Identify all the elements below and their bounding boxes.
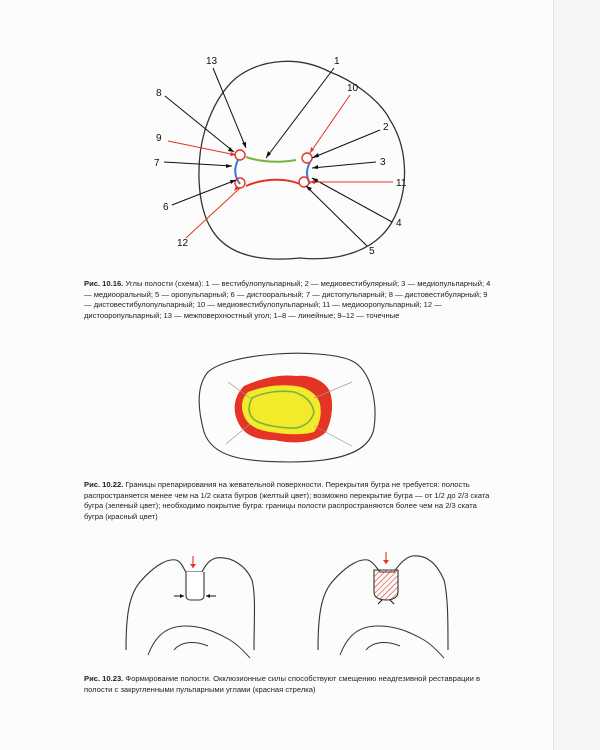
cavity-lingual-wall xyxy=(246,180,300,186)
leader-4 xyxy=(312,178,392,222)
cavity-buccal-wall xyxy=(246,157,296,162)
label-3: 3 xyxy=(380,157,386,168)
leader-13 xyxy=(213,68,246,148)
caption-number: Рис. 10.16. xyxy=(84,279,124,288)
label-1: 1 xyxy=(334,56,340,67)
caption-10-23 xyxy=(84,674,494,695)
label-9: 9 xyxy=(156,133,162,144)
leader-7 xyxy=(164,162,232,166)
pulp-left-inner xyxy=(174,643,208,650)
label-10: 10 xyxy=(347,83,359,94)
force-arrow-down-right xyxy=(390,600,394,604)
arrowhead-right xyxy=(206,594,210,598)
arrowhead-5 xyxy=(306,186,312,191)
leader-1 xyxy=(266,68,334,158)
label-7: 7 xyxy=(154,158,160,169)
pulp-right xyxy=(340,626,444,658)
arrowhead-2 xyxy=(312,153,319,158)
point-angle-11 xyxy=(299,177,309,187)
label-6: 6 xyxy=(163,202,169,213)
pulp-right-inner xyxy=(366,643,400,650)
arrowhead-7 xyxy=(226,164,232,168)
pulp-left xyxy=(148,626,250,658)
tooth-outline xyxy=(199,61,405,259)
red-arrowhead-left xyxy=(190,564,196,568)
force-arrow-down-left xyxy=(378,600,382,604)
label-2: 2 xyxy=(383,122,389,133)
label-8: 8 xyxy=(156,88,162,99)
label-4: 4 xyxy=(396,218,402,229)
red-leader-lines xyxy=(168,95,393,238)
red-arrowhead-right xyxy=(383,560,389,564)
arrowhead-13 xyxy=(242,142,246,148)
figure-10-22 xyxy=(0,340,600,470)
tooth-left-outline xyxy=(126,558,255,650)
caption-text: Формирование полости. Окклюзионные силы способствуют смещению неадгезивной реставрации в полости с закругленными пульпарными углами (красная стрелка) xyxy=(84,674,481,694)
cavity-right-hatched xyxy=(374,570,398,600)
leader-5 xyxy=(306,186,367,246)
point-angle-9 xyxy=(235,150,245,160)
label-11: 11 xyxy=(396,178,407,189)
red-arrowheads xyxy=(230,147,315,191)
caption-number: Рис. 10.23. xyxy=(84,674,124,683)
arrowhead-left xyxy=(180,594,184,598)
cusp-ridge xyxy=(226,424,250,444)
figure-10-23 xyxy=(0,540,600,670)
label-5: 5 xyxy=(369,246,375,257)
point-angle-10 xyxy=(302,153,312,163)
leader-8 xyxy=(165,96,234,152)
leader-lines xyxy=(164,68,392,246)
caption-text: Границы препарирования на жевательной поверхности. Перекрытия бугра не требуется: полость распространяется менее чем на 1/2 ската бугров (желтый цвет); возможно перекрытие бугра — от 1/2 до 2/3 ската бугра (зеленый цвет); необходимо покрытие бугра: границы полости распространяются более чем на 2/3 ската бугра (красный цвет) xyxy=(84,480,490,521)
cavity-left xyxy=(186,572,204,600)
leader-2 xyxy=(312,130,380,158)
label-13: 13 xyxy=(206,56,218,67)
caption-10-22 xyxy=(84,480,494,522)
label-12: 12 xyxy=(177,238,189,249)
caption-10-16 xyxy=(84,279,494,321)
right-force-arrows xyxy=(378,600,394,604)
caption-text: Углы полости (схема): 1 — вестибулопульпарный; 2 — медиовестибулярный; 3 — медиопульпарный; 4 — медиооральный; 5 — оропульпарный; 6 — дистооральный; 7 — дистопульпарный; 8 — дистовестибулярный; 9 — дистовестибулопульпарный; 10 — медиовестибулопульпарный; 11 — медиооропульпарный; 12 — дистооропульпарный; 13 — межповерхностный угол; 1–8 — линейные; 9–12 — точечные xyxy=(84,279,491,320)
leader-3 xyxy=(312,162,376,168)
caption-number: Рис. 10.22. xyxy=(84,480,124,489)
figure-10-16 xyxy=(0,0,600,290)
